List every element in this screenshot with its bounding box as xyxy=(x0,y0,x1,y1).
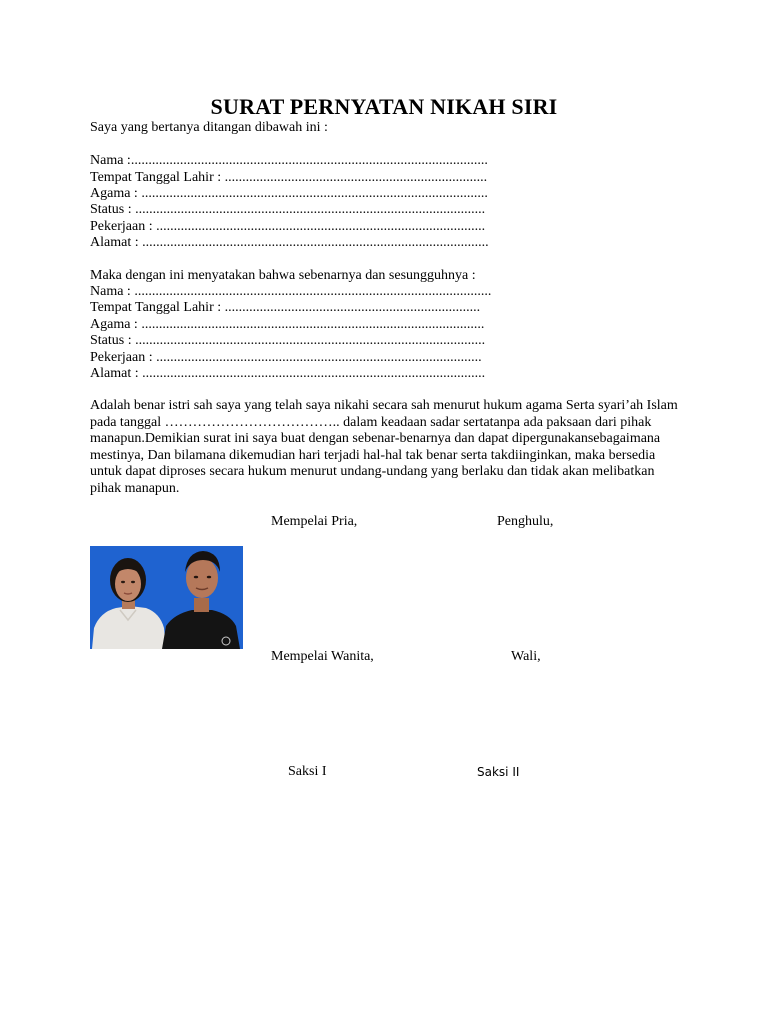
section1-nama: Nama :...................................................................................................... xyxy=(90,153,488,168)
section2-status: Status : .................................................................................................... xyxy=(90,333,486,348)
declaration-paragraph: Adalah benar istri sah saya yang telah saya nikahi secara sah menurut hukum agama Serta syari’ah Islam pada tanggal ……………………………….. dalam keadaan sadar sertatanpa ada paksaan dari pihak manapun.Demikian surat ini saya buat dengan sebenar-benarnya dan dapat dipergunakansebagaimana mestinya, Dan bilamana dikemudian hari terjadi hal-hal tak benar serta takdiinginkan, maka bersedia untuk dapat diproses secara hukum menurut undang-undang yang berlaku dan tidak akan melibatkan pihak manapun. xyxy=(90,398,678,496)
section2-pekerjaan: Pekerjaan : ............................................................................................. xyxy=(90,350,482,365)
document-title: SURAT PERNYATAN NIKAH SIRI xyxy=(210,94,558,119)
couple-photo xyxy=(90,546,243,649)
section1-ttl: Tempat Tanggal Lahir : ........................................................................... xyxy=(90,170,488,185)
section2-agama: Agama : .................................................................................................. xyxy=(90,317,485,332)
section1-agama: Agama : ................................................................................................... xyxy=(90,186,488,201)
groom-signature-label: Mempelai Pria, xyxy=(271,514,358,529)
section1-alamat: Alamat : ................................................................................................... xyxy=(90,235,489,250)
section2-ttl: Tempat Tanggal Lahir : ......................................................................... xyxy=(90,300,481,315)
witness2-signature-label: Saksi II xyxy=(477,765,520,779)
statement-text: Maka dengan ini menyatakan bahwa sebenarnya dan sesungguhnya : xyxy=(90,268,476,283)
intro-text: Saya yang bertanya ditangan dibawah ini : xyxy=(90,120,328,135)
bride-signature-label: Mempelai Wanita, xyxy=(271,649,374,664)
section2-alamat: Alamat : .................................................................................................. xyxy=(90,366,486,381)
section1-pekerjaan: Pekerjaan : .............................................................................................. xyxy=(90,219,486,234)
guardian-signature-label: Wali, xyxy=(511,649,541,664)
section1-status: Status : .................................................................................................... xyxy=(90,202,486,217)
witness1-signature-label: Saksi I xyxy=(288,764,327,779)
section2-nama: Nama : ...................................................................................................... xyxy=(90,284,492,299)
couple-photo-illustration xyxy=(90,546,243,649)
officiant-signature-label: Penghulu, xyxy=(497,514,554,529)
